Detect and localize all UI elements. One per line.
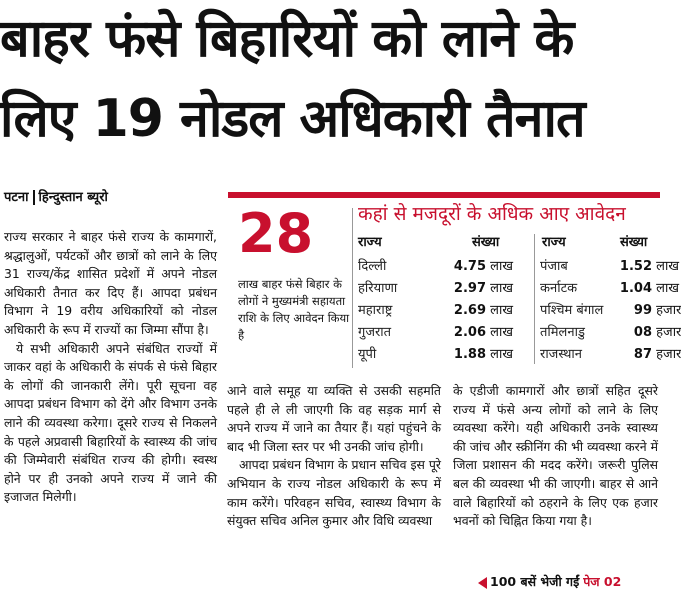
state-unit: लाख bbox=[490, 325, 513, 340]
table-row bbox=[540, 300, 681, 322]
state-value: 4.75 bbox=[453, 259, 486, 274]
col-header-state-right: राज्य bbox=[542, 235, 566, 250]
state-value: 08 bbox=[633, 325, 652, 340]
article-column-2 bbox=[227, 382, 441, 531]
state-name: यूपी bbox=[358, 347, 377, 362]
big-number-caption: लाख बाहर फंसे बिहार के लोगों ने मुख्यमंत्री सहायता राशि के लिए आवेदन किया है bbox=[238, 277, 350, 342]
big-number: 28 bbox=[238, 202, 314, 265]
state-unit: हजार bbox=[656, 347, 681, 362]
state-value: 1.88 bbox=[453, 347, 486, 362]
table-title: कहां से मजदूरों के अधिक आए आवेदन bbox=[358, 203, 626, 225]
headline-line-2: लिए 19 नोडल अधिकारी तैनात bbox=[0, 89, 585, 149]
table-row bbox=[540, 278, 679, 300]
divider bbox=[352, 208, 353, 368]
state-name: कर्नाटक bbox=[540, 281, 578, 296]
col-header-state-left: राज्य bbox=[358, 235, 382, 250]
state-name: पंजाब bbox=[540, 259, 568, 274]
table-row bbox=[358, 344, 513, 366]
info-box-top-bar bbox=[228, 192, 660, 198]
table-divider bbox=[534, 234, 535, 364]
state-name: तमिलनाडु bbox=[540, 325, 585, 340]
table-row bbox=[540, 322, 681, 344]
state-unit: लाख bbox=[490, 281, 513, 296]
article-column-1 bbox=[4, 228, 217, 507]
byline bbox=[4, 187, 108, 205]
state-value: 1.52 bbox=[619, 259, 652, 274]
state-name: हरियाणा bbox=[358, 281, 398, 296]
state-name: राजस्थान bbox=[540, 347, 583, 362]
info-box bbox=[228, 192, 681, 372]
state-unit: लाख bbox=[656, 259, 679, 274]
paragraph: राज्य सरकार ने बाहर फंसे राज्य के कामगारों, श्रद्धालुओं, पर्यटकों और छात्रों को लाने के लिए 31 राज्य/केंद्र शासित प्रदेशों में अपने नोडल अधिकारी तैनात कर दिए हैं। आपदा प्रबंधन विभाग ने 19 वरीय अधिकारियों को नोडल अधिकारी के रूप में राज्यों का जिम्मा सौंपा है। bbox=[4, 229, 217, 337]
state-name: महाराष्ट्र bbox=[358, 303, 393, 318]
state-unit: लाख bbox=[490, 303, 513, 318]
paragraph: के एडीजी कामगारों और छात्रों सहित दूसरे राज्य में फंसे अन्य लोगों को लाने के लिए व्यवस्था करेंगे। यही अधिकारी उनके स्वास्थ्य की जांच और स्क्रीनिंग की भी व्यवस्था करने में जिला प्रशासन की मदद करेंगे। जरूरी पुलिस बल की व्यवस्था भी की जाएगी। बाहर से आने वाले बिहारियों को ठहराने के लिए एक हजार भवनों को चिह्नित किया गया है। bbox=[453, 383, 658, 529]
triangle-pointer-icon bbox=[478, 577, 487, 589]
byline-bureau: हिन्दुस्तान ब्यूरो bbox=[38, 190, 108, 205]
table-row bbox=[540, 344, 681, 366]
headline-line-1: बाहर फंसे बिहारियों को लाने के bbox=[0, 9, 574, 69]
state-value: 1.04 bbox=[619, 281, 652, 296]
state-name: गुजरात bbox=[358, 325, 392, 340]
table-row bbox=[358, 300, 513, 322]
state-unit: लाख bbox=[490, 347, 513, 362]
state-name: दिल्ली bbox=[358, 259, 387, 274]
state-unit: लाख bbox=[490, 259, 513, 274]
state-value: 99 bbox=[633, 303, 652, 318]
paragraph: आपदा प्रबंधन विभाग के प्रधान सचिव इस पूरे अभियान के राज्य नोडल अधिकारी के रूप में काम करेंगे। परिवहन सचिव, स्वास्थ्य विभाग के संयुक्त सचिव अनिल कुमार और विधि व्यवस्था bbox=[227, 457, 441, 529]
state-value: 2.97 bbox=[453, 281, 486, 296]
state-value: 87 bbox=[633, 347, 652, 362]
state-unit: हजार bbox=[656, 325, 681, 340]
byline-city: पटना bbox=[4, 190, 29, 205]
related-story-teaser[interactable] bbox=[478, 573, 621, 590]
page-reference: पेज 02 bbox=[583, 574, 622, 589]
byline-separator bbox=[33, 190, 35, 205]
state-name: पश्चिम बंगाल bbox=[540, 303, 604, 318]
col-header-count-right: संख्या bbox=[620, 235, 648, 250]
table-row bbox=[358, 256, 513, 278]
state-value: 2.69 bbox=[453, 303, 486, 318]
teaser-text: 100 बसें भेजी गईं bbox=[490, 574, 580, 589]
table-row bbox=[358, 278, 513, 300]
paragraph: आने वाले समूह या व्यक्ति से उसकी सहमति पहले ही ले ली जाएगी कि वह सड़क मार्ग से अपने राज्य में जाने का तैयार हैं। यहां पहुंचने के बाद भी जिला स्तर पर भी उनकी जांच होगी। bbox=[227, 383, 441, 454]
state-unit: हजार bbox=[656, 303, 681, 318]
state-unit: लाख bbox=[656, 281, 679, 296]
table-row bbox=[540, 256, 679, 278]
article-column-3 bbox=[453, 382, 658, 531]
paragraph: ये सभी अधिकारी अपने संबंधित राज्यों में जाकर वहां के अधिकारी के संपर्क से फंसे बिहार के लोगों की जानकारी लेंगे। पूरी सूचना वह आपदा प्रबंधन विभाग को देंगे और विभाग उनके लाने की व्यवस्था करेगा। दूसरे राज्य से निकलने के पहले अप्रवासी बिहारियों के स्वास्थ्य की जांच की जिम्मेवारी संबंधित राज्य की होगी। स्वस्थ होने पर ही उनको अपने राज्य में जाने की इजाजत मिलेगी। bbox=[4, 340, 217, 505]
table-row bbox=[358, 322, 513, 344]
state-value: 2.06 bbox=[453, 325, 486, 340]
col-header-count-left: संख्या bbox=[472, 235, 500, 250]
